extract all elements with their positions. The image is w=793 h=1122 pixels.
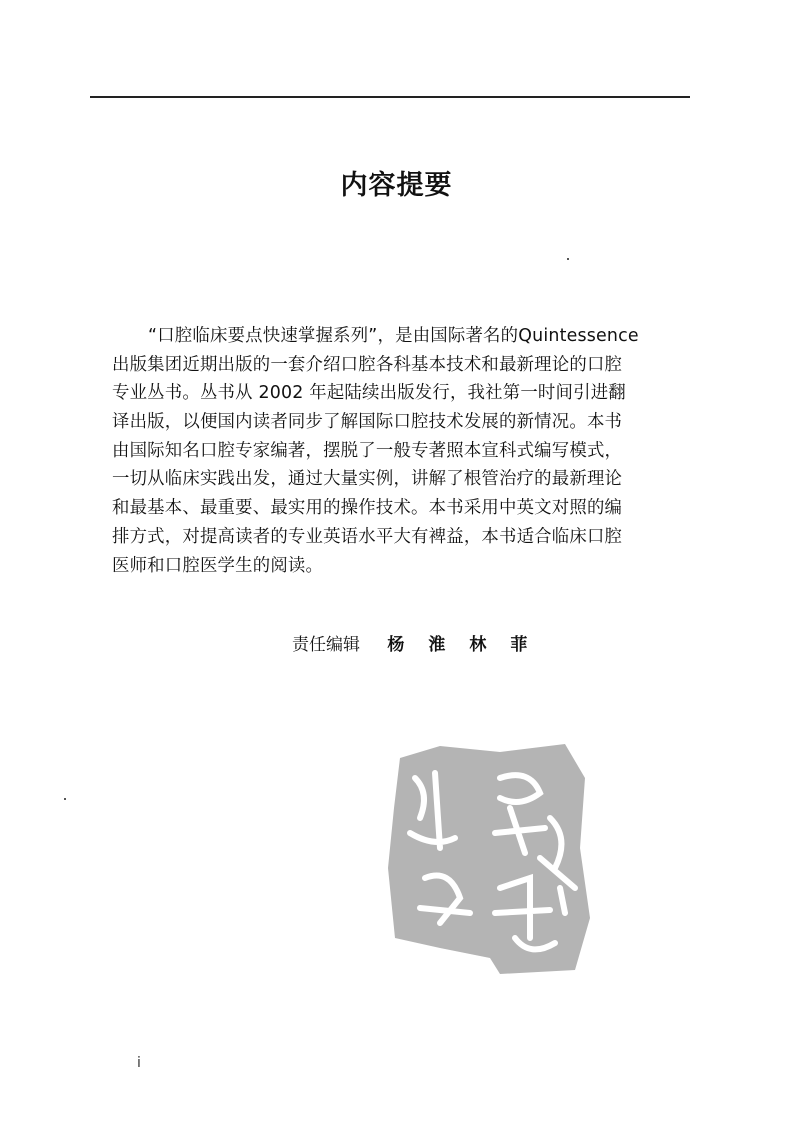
paragraph-line: 由国际知名口腔专家编著，摆脱了一般专著照本宣科式编写模式， [112, 440, 623, 461]
editor-name-char: 林 [469, 635, 487, 655]
page-title: 内容提要 [340, 170, 453, 201]
editor-name-char: 淮 [428, 635, 446, 655]
publisher-seal-stamp [380, 738, 595, 978]
editor-name-char: 菲 [510, 635, 528, 655]
summary-paragraph [112, 322, 682, 580]
scan-speck [567, 258, 569, 260]
paragraph-line: 出版集团近期出版的一套介绍口腔各科基本技术和最新理论的口腔 [112, 354, 623, 375]
paragraph-line: 医师和口腔医学生的阅读。 [112, 555, 324, 576]
paragraph-line: 排方式，对提高读者的专业英语水平大有裨益，本书适合临床口腔 [112, 526, 623, 547]
paragraph-line: 专业丛书。丛书从 2002 年起陆续出版发行，我社第一时间引进翻 [112, 383, 626, 404]
editor-label: 责任编辑 [292, 635, 360, 655]
header-rule [90, 96, 690, 98]
editor-name-char: 杨 [387, 635, 405, 655]
page-number: i [137, 1055, 141, 1071]
scan-speck [64, 798, 66, 800]
paragraph-line: 一切从临床实践出发，通过大量实例，讲解了根管治疗的最新理论 [112, 469, 623, 490]
paragraph-line: 译出版，以便国内读者同步了解国际口腔技术发展的新情况。本书 [112, 412, 623, 433]
paragraph-line: 和最基本、最重要、最实用的操作技术。本书采用中英文对照的编 [112, 498, 623, 519]
paragraph-line: “口腔临床要点快速掌握系列”，是由国际著名的Quintessence [148, 326, 639, 346]
editor-credit [292, 630, 551, 655]
editor-names [387, 635, 551, 655]
